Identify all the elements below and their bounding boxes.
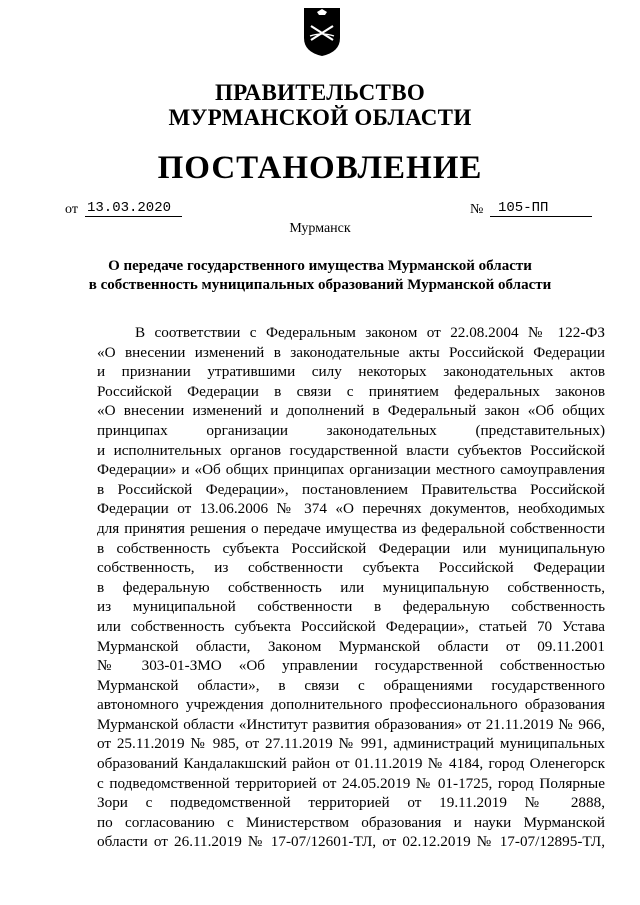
body-line: Федерации от 13.06.2006 № 374 «О перечнях документов, необходимых (97, 500, 605, 518)
government-title-line2: МУРМАНСКОЙ ОБЛАСТИ (168, 105, 472, 130)
government-title-line1: ПРАВИТЕЛЬСТВО (214, 80, 426, 105)
body-line: собственность, из собственности субъекта Российской Федерации (97, 559, 605, 577)
body-line: с подведомственной территорией от 24.05.2019 № 01-1725, город Полярные (97, 774, 605, 792)
coat-of-arms-emblem (302, 6, 342, 58)
body-line: по согласованию с Министерством образования и науки Мурманской (97, 813, 605, 831)
body-line: Мурманской области, Законом Мурманской области от 09.11.2001 (97, 637, 605, 655)
body-line: «О внесении изменений в законодательные акты Российской Федерации (97, 343, 605, 361)
subject-line: О передаче государственного имущества Мурманской области (108, 258, 532, 274)
body-line: автономного учреждения дополнительного профессионального образования (97, 696, 605, 714)
document-date: 13.03.2020 (85, 200, 182, 217)
date-prefix: от (65, 202, 78, 217)
body-text (97, 323, 605, 852)
body-line: в федеральную собственность или муниципальную собственность, (97, 578, 605, 596)
subject-heading (0, 257, 640, 295)
body-line: в собственность субъекта Российской Федерации или муниципальную (97, 539, 605, 557)
body-line: Мурманской области», в связи с обращениями государственного (97, 676, 605, 694)
body-line: и признании утратившими силу некоторых законодательных актов (97, 363, 605, 381)
date-number-row (0, 200, 640, 220)
body-line: для принятия решения о передаче имущества из федеральной собственности (97, 519, 605, 537)
document-type-title: ПОСТАНОВЛЕНИЕ (157, 150, 483, 186)
body-line: № 303-01-ЗМО «Об управлении государственной собственностью (97, 657, 605, 675)
body-line: в Российской Федерации», постановлением Правительства Российской (97, 480, 605, 498)
body-line: Мурманской области «Институт развития образования» от 21.11.2019 № 966, (97, 715, 605, 733)
body-line: области от 26.11.2019 № 17-07/12601-ТЛ, от 02.12.2019 № 17-07/12895-ТЛ, (97, 833, 605, 851)
body-line: «О внесении изменений и дополнений в Федеральный закон «Об общих (97, 402, 605, 420)
body-line: образований Кандалакшский район от 01.11.2019 № 4184, город Оленегорск (97, 755, 605, 773)
body-line: от 25.11.2019 № 985, от 27.11.2019 № 991, администраций муниципальных (97, 735, 605, 753)
body-line: Зори с подведомственной территорией от 19.11.2019 № 2888, (97, 794, 605, 812)
body-line: и исполнительных органов государственной власти субъектов Российской (97, 441, 605, 459)
body-line: Федерации» и «Об общих принципах организации местного самоуправления (97, 461, 605, 479)
document-number: 105-ПП (490, 200, 592, 217)
body-line: Российской Федерации в связи с принятием федеральных законов (97, 382, 605, 400)
body-line: из муниципальной собственности в федеральную собственность (97, 598, 605, 616)
city-name: Мурманск (289, 221, 351, 236)
subject-line: в собственность муниципальных образований Мурманской области (88, 277, 552, 293)
body-line: или собственность субъекта Российской Федерации», статьей 70 Устава (97, 617, 605, 635)
number-prefix: № (470, 202, 484, 217)
body-line: принципах организации законодательных (представительных) (97, 421, 605, 439)
body-line: В соответствии с Федеральным законом от 22.08.2004 № 122-ФЗ (135, 324, 605, 341)
